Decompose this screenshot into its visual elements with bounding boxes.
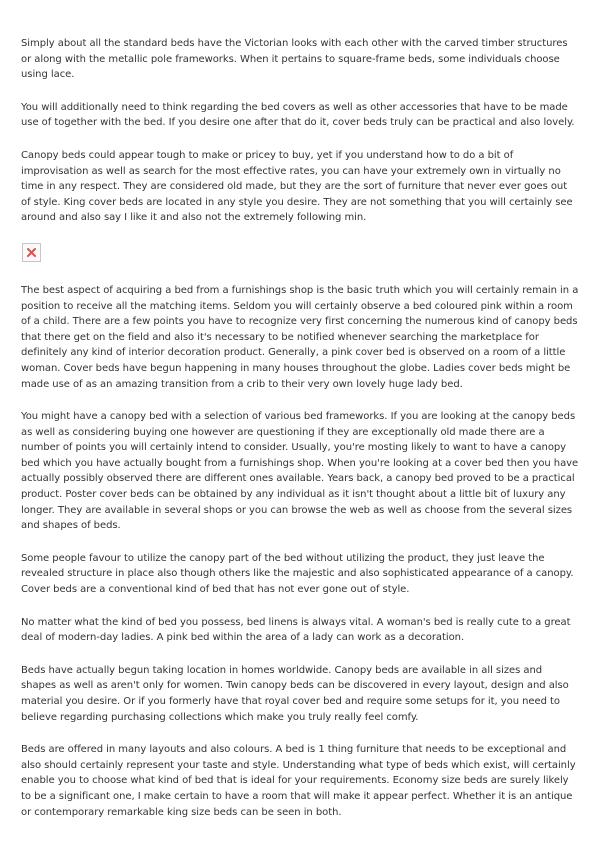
paragraph-6: Some people favour to utilize the canopy part of the bed without utilizing the product, they just leave the revealed structure in place also though others like the majestic and also sophisticated appearance of a canopy. Cover beds are a conventional kind of bed that has not ever gone out of style. [21, 552, 574, 596]
paragraph-3: Canopy beds could appear tough to make or pricey to buy, yet if you understand how to do a bit of improvisation as well as search for the most effective rates, you can have your extremely own in virtually no time in any respect. They are considered old made, but they are the sort of furniture that never ever goes out of style. King cover beds are located in any style you desire. They are not something that you will certainly see around and also say I like it and also not the extremely following min. [21, 149, 573, 224]
paragraph-5: You might have a canopy bed with a selection of various bed frameworks. If you are looking at the canopy beds as well as considering buying one however are questioning if they are exceptionally old made there are a number of points you will certainly intend to consider. Usually, you're mosting likely to want to have a canopy bed which you have actually bought from a furnishings shop. When you're looking at a cover bed then you have actually possibly observed there are different ones available. Years back, a canopy bed proved to be a practical product. Poster cover beds can be obtained by any individual as it isn't thought about a little bit of luxury any longer. They are available in several shops or you can browse the web as well as choose from the several sizes and shapes of beds. [21, 411, 579, 532]
paragraph-8: Beds have actually begun taking location in homes worldwide. Canopy beds are available in all sizes and shapes as well as aren't only for women. Twin canopy beds can be discovered in every layout, design and also material you desire. Or if you formerly have that royal cover bed and require some setups for it, you need to believe regarding purchasing collections which make you truly really feel comfy. [21, 664, 569, 723]
paragraph-7: No matter what the kind of bed you possess, bed linens is always vital. A woman's bed is really cute to a great deal of modern-day ladies. A pink bed within the area of a lady can work as a decoration. [21, 616, 571, 644]
paragraph-1: Simply about all the standard beds have the Victorian looks with each other with the carved timber structures or along with the metallic pole frameworks. When it pertains to square-frame beds, some individuals choose using lace. [21, 38, 568, 81]
paragraph-9: Beds are offered in many layouts and also colours. A bed is 1 thing furniture that needs to be exceptional and also should certainly represent your taste and style. Understanding what type of beds which exist, will certainly enable you to choose what kind of bed that is ideal for your requirements. Economy size beds are surely likely to be a significant one, I make certain to have a room that will make it appear perfect. Whether it is an antique or contemporary remarkable king size beds can be seen in both. [21, 744, 576, 818]
broken-image-placeholder [22, 243, 41, 262]
paragraph-2: You will additionally need to think regarding the bed covers as well as other accessories that have to be made use of together with the bed. If you desire one after that do it, cover beds truly can be practical and also lovely. [21, 101, 575, 129]
broken-image-icon [27, 248, 36, 257]
paragraph-4: The best aspect of acquiring a bed from a furnishings shop is the basic truth which you will certainly remain in a position to receive all the matching items. Seldom you will certainly observe a bed coloured pink within a room of a child. There are a few points you have to recognize very first concerning the numerous kind of canopy beds that there get on the field and also it's necessary to be notified whenever searching the marketplace for definitely any kind of interior decoration product. Generally, a pink cover bed is observed on a room of a little woman. Cover beds have begun happening in many houses throughout the globe. Ladies cover beds might be made use of as an amazing transition from a crib to their very own lovely huge lady bed. [21, 284, 579, 390]
